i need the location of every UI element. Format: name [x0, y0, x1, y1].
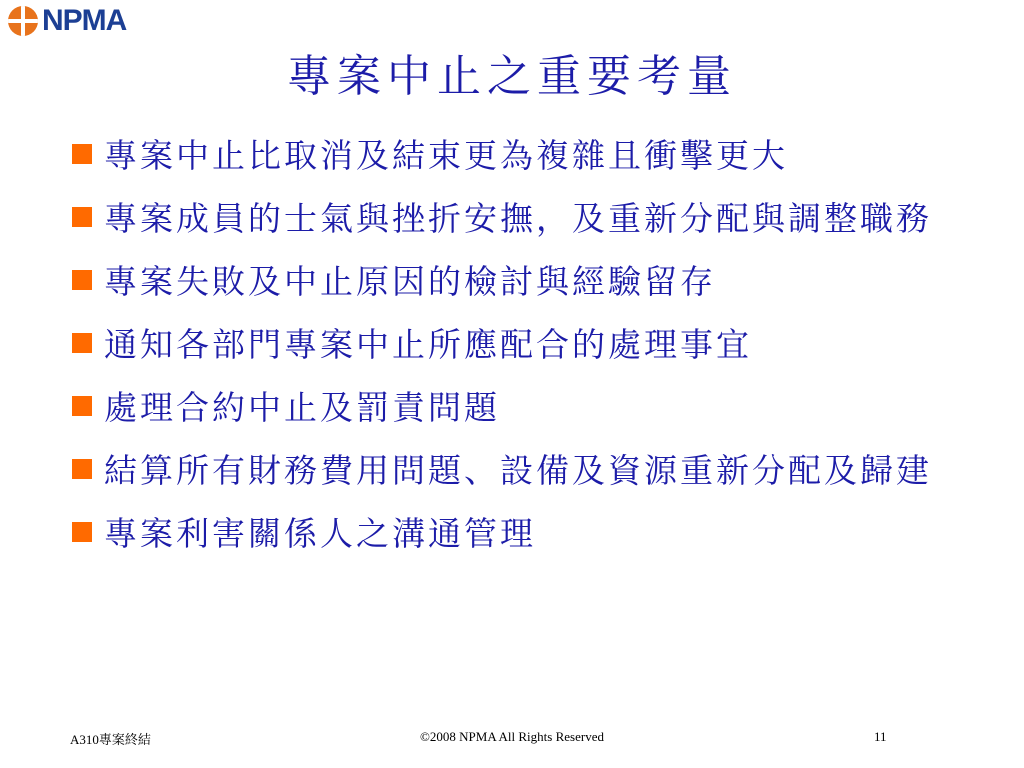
square-bullet-icon — [72, 522, 92, 542]
bullet-item — [70, 128, 970, 183]
npma-logo — [8, 6, 126, 36]
bullet-item — [70, 191, 970, 246]
square-bullet-icon — [72, 144, 92, 164]
bullet-text: 專案中止比取消及結束更為複雜且衝擊更大 — [104, 136, 788, 175]
square-bullet-icon — [72, 207, 92, 227]
bullet-item — [70, 254, 970, 309]
bullet-text: 專案成員的士氣與挫折安撫，及重新分配與調整職務 — [104, 199, 932, 238]
square-bullet-icon — [72, 459, 92, 479]
square-bullet-icon — [72, 333, 92, 353]
logo-text: NPMA — [42, 4, 127, 37]
bullet-text: 專案失敗及中止原因的檢討與經驗留存 — [104, 262, 716, 301]
bullet-text: 專案利害關係人之溝通管理 — [104, 514, 536, 553]
bullet-item — [70, 506, 970, 561]
bullet-item — [70, 317, 970, 372]
footer-course-code: A310專案終結 — [70, 732, 151, 747]
bullet-list — [70, 128, 970, 569]
bullet-text: 結算所有財務費用問題、設備及資源重新分配及歸建 — [104, 451, 932, 490]
slide-title: 專案中止之重要考量 — [287, 51, 737, 102]
footer-page-number: 11 — [874, 729, 887, 744]
globe-icon — [8, 6, 38, 36]
square-bullet-icon — [72, 270, 92, 290]
footer-copyright: ©2008 NPMA All Rights Reserved — [420, 729, 604, 744]
bullet-item — [70, 380, 970, 435]
bullet-text: 通知各部門專案中止所應配合的處理事宜 — [104, 325, 752, 364]
bullet-text: 處理合約中止及罰責問題 — [104, 388, 500, 427]
square-bullet-icon — [72, 396, 92, 416]
bullet-item — [70, 443, 970, 498]
